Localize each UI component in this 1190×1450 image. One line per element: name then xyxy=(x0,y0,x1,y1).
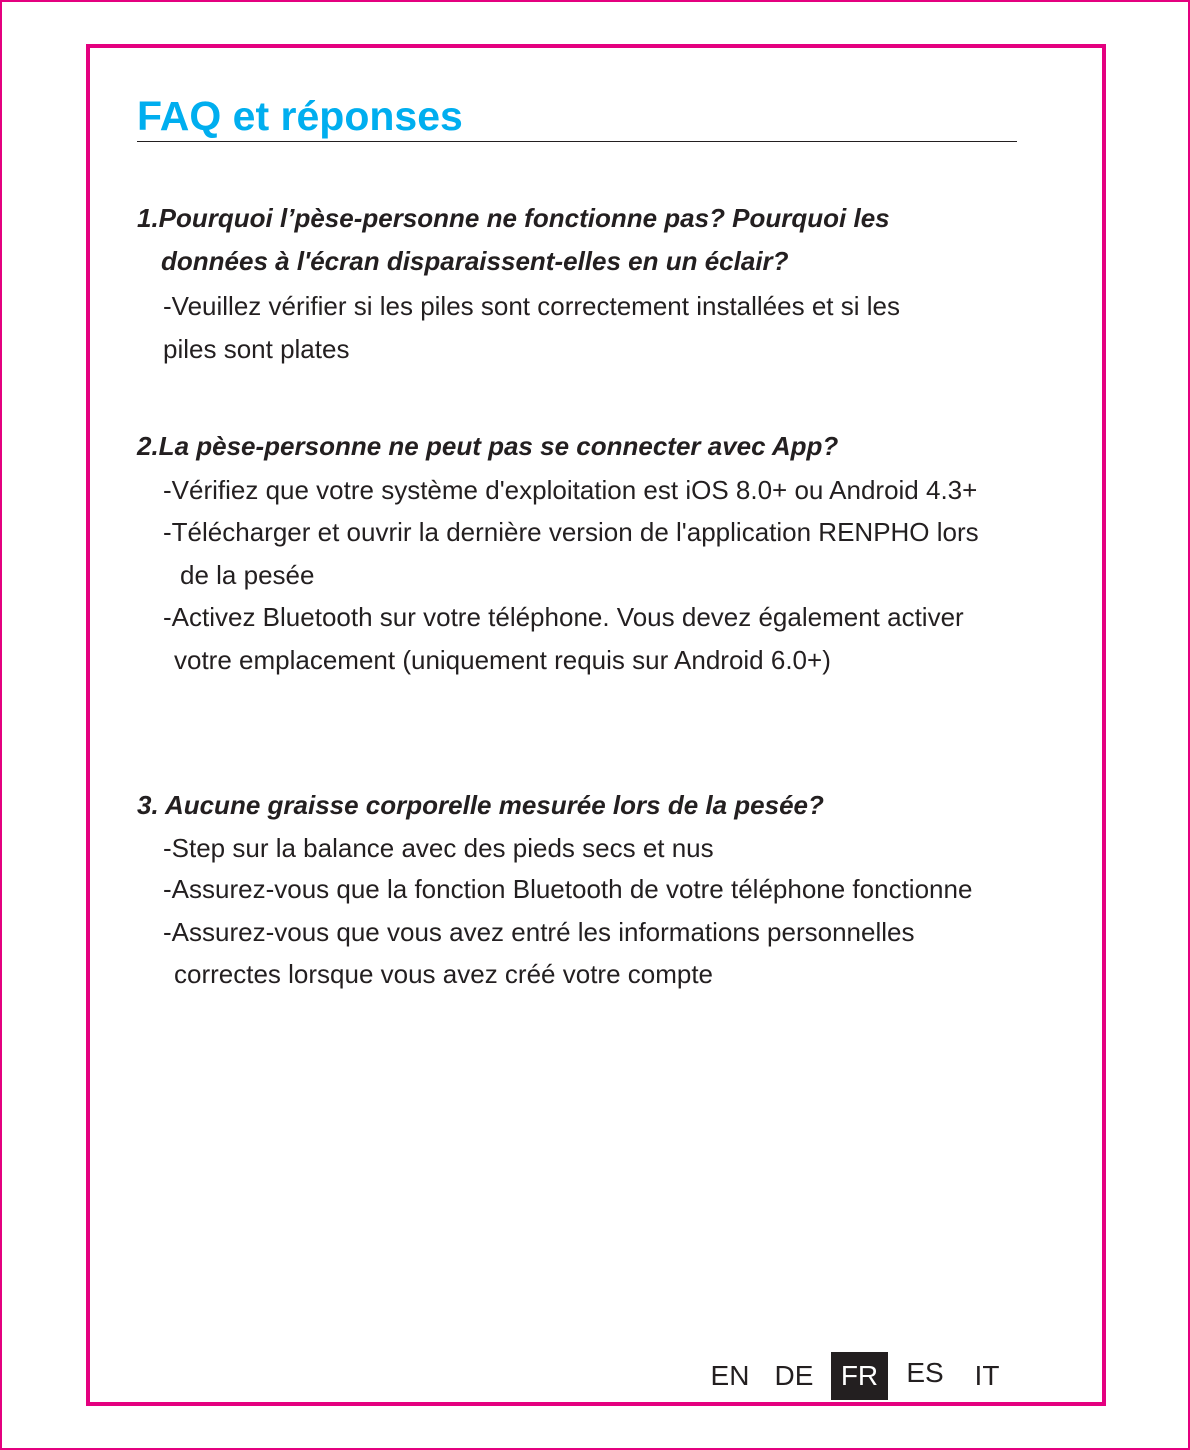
faq-1-question-line-1: 1.Pourquoi l’pèse-personne ne fonctionne pas? Pourquoi les xyxy=(137,203,890,233)
faq-1-answer-line-2: piles sont plates xyxy=(163,334,350,364)
faq-3-answer-line-3: -Assurez-vous que vous avez entré les informations personnelles xyxy=(163,917,915,947)
faq-2-answer-line-4: -Activez Bluetooth sur votre téléphone. Vous devez également activer xyxy=(163,602,964,632)
title-divider xyxy=(137,141,1017,142)
faq-3-answer-line-1: -Step sur la balance avec des pieds secs et nus xyxy=(163,833,714,863)
lang-tab-it[interactable]: IT xyxy=(974,1360,1000,1391)
faq-2-answer-line-1: -Vérifiez que votre système d'exploitation est iOS 8.0+ ou Android 4.3+ xyxy=(163,475,978,505)
faq-2-answer-line-2: -Télécharger et ouvrir la dernière version de l'application RENPHO lors xyxy=(163,517,979,547)
lang-tab-en[interactable]: EN xyxy=(710,1360,750,1391)
faq-3-answer-line-4: correctes lorsque vous avez créé votre compte xyxy=(174,959,714,989)
page-title: FAQ et réponses xyxy=(137,93,463,139)
faq-2-question-line-1: 2.La pèse-personne ne peut pas se connecter avec App? xyxy=(137,431,839,461)
lang-tab-de[interactable]: DE xyxy=(774,1360,814,1391)
faq-2-answer-line-5: votre emplacement (uniquement requis sur Android 6.0+) xyxy=(174,645,831,675)
faq-3-answer-line-2: -Assurez-vous que la fonction Bluetooth de votre téléphone fonctionne xyxy=(163,874,973,904)
faq-1-question-line-2: données à l'écran disparaissent-elles en un éclair? xyxy=(161,246,789,276)
faq-1-answer-line-1: -Veuillez vérifier si les piles sont correctement installées et si les xyxy=(163,291,900,321)
lang-tab-fr[interactable]: FR xyxy=(831,1352,888,1400)
faq-3-question-line-1: 3. Aucune graisse corporelle mesurée lors de la pesée? xyxy=(137,790,824,820)
faq-2-answer-line-3: de la pesée xyxy=(180,560,315,590)
lang-tab-es[interactable]: ES xyxy=(906,1357,944,1388)
